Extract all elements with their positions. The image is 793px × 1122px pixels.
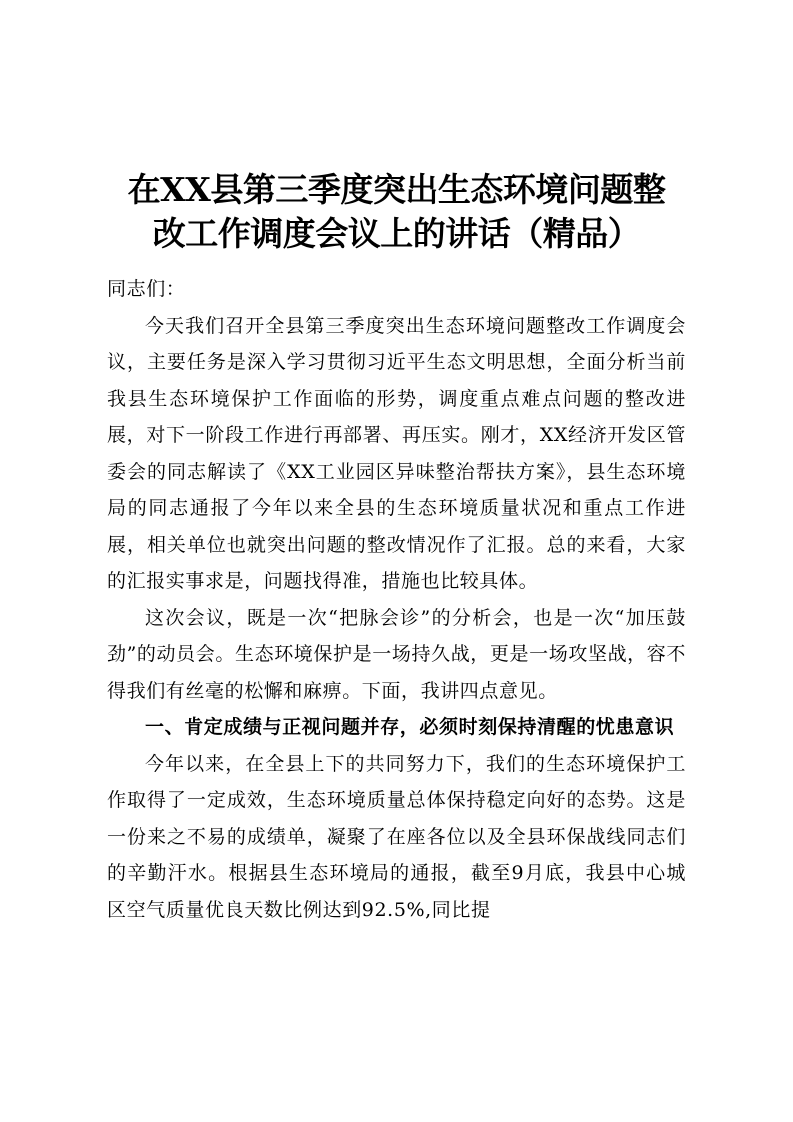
paragraph-intro: 今天我们召开全县第三季度突出生态环境问题整改工作调度会议，主要任务是深入学习贯彻习近平生态文明思想，全面分析当前我县生态环境保护工作面临的形势，调度重点难点问题的整改进展，对下一阶段工作进行再部署、再压实。刚才，XX经济开发区管委会的同志解读了《XX工业园区异味整治帮扶方案》，县生态环境局的同志通报了今年以来全县的生态环境质量状况和重点工作进展，相关单位也就突出问题的整改情况作了汇报。总的来看，大家的汇报实事求是，问题找得准，措施也比较具体。	[107, 314, 686, 592]
salutation: 同志们：	[107, 278, 186, 300]
document-title	[100, 168, 693, 256]
section-heading-1: 一、肯定成绩与正视问题并存，必须时刻保持清醒的忧患意识	[145, 716, 675, 738]
title-line-2: 改工作调度会议上的讲话（精品）	[152, 214, 641, 254]
document-body	[107, 271, 686, 928]
paragraph-purpose: 这次会议，既是一次“把脉会诊”的分析会，也是一次“加压鼓劲”的动员会。生态环境保护是一场持久战，更是一场攻坚战，容不得我们有丝毫的松懈和麻痹。下面，我讲四点意见。	[107, 606, 686, 702]
title-line-1: 在XX县第三季度突出生态环境问题整	[127, 170, 666, 210]
paragraph-section-1: 今年以来，在全县上下的共同努力下，我们的生态环境保护工作取得了一定成效，生态环境质量总体保持稳定向好的态势。这是一份来之不易的成绩单，凝聚了在座各位以及全县环保战线同志们的辛勤汗水。根据县生态环境局的通报，截至9月底，我县中心城区空气质量优良天数比例达到92.5%,同比提	[107, 752, 686, 921]
